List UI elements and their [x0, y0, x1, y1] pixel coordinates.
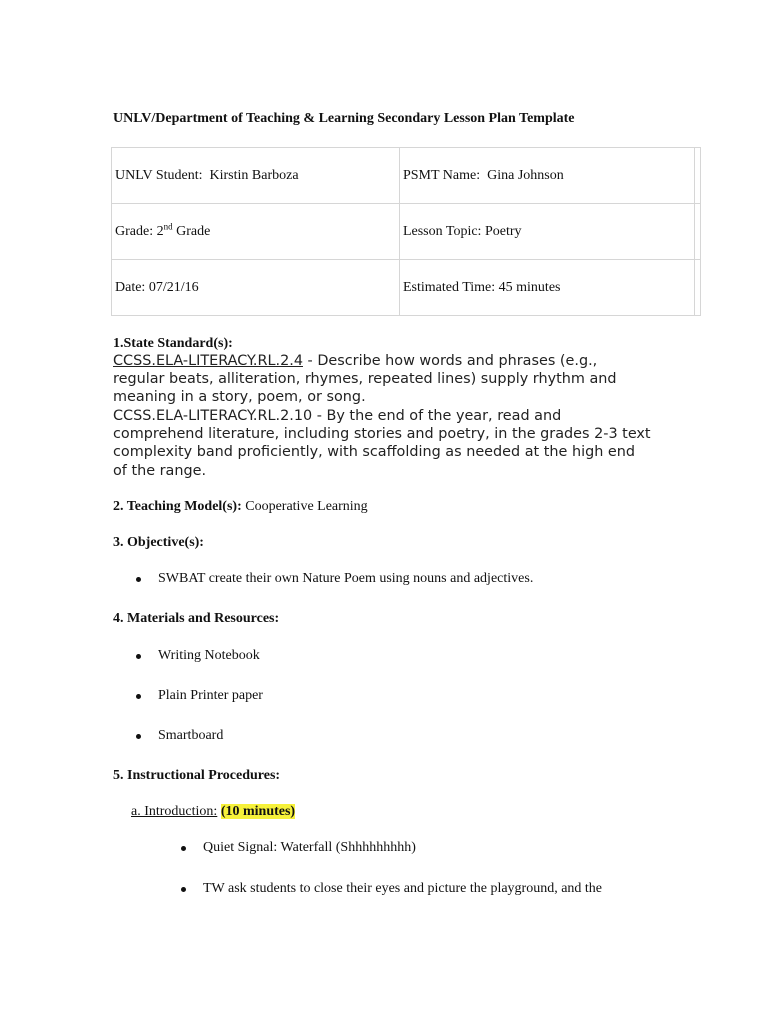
student-label: UNLV Student:: [115, 167, 203, 183]
list-item: Writing Notebook: [158, 648, 260, 663]
empty-cell: [694, 148, 700, 204]
grade-label: Grade: 2: [115, 223, 164, 239]
bullet-icon: [181, 887, 186, 892]
standard-2: CCSS.ELA-LITERACY.RL.2.10 - By the end of the year, read and comprehend literature, including stories and poetry, in the grades 2-3 text complexity band proficiently, with scaffolding as needed at the high end of the range.: [113, 408, 651, 479]
standard-1-text: - Describe how words and phrases (e.g., regular beats, alliteration, rhymes, repeated lines) supply rhythm and meaning in a story, poem, or song.: [113, 353, 617, 406]
list-item: SWBAT create their own Nature Poem using nouns and adjectives.: [158, 571, 534, 586]
bullet-icon: [136, 577, 141, 582]
list-item: TW ask students to close their eyes and picture the playground, and the: [203, 881, 603, 896]
empty-cell: [694, 204, 700, 260]
section2-teaching-model: [113, 499, 368, 515]
section3-heading: 3. Objective(s):: [113, 535, 204, 550]
list-item: Plain Printer paper: [158, 688, 263, 703]
table-row: [112, 260, 701, 316]
topic-label: Lesson Topic:: [402, 223, 482, 239]
bullet-icon: [136, 734, 141, 739]
date-value: 07/21/16: [148, 279, 199, 295]
table-row: [112, 148, 701, 204]
bullet-icon: [136, 694, 141, 699]
bullet-icon: [136, 654, 141, 659]
student-cell: [112, 148, 400, 204]
time-cell: [399, 260, 694, 316]
psmt-name: Gina Johnson: [487, 167, 564, 183]
section4-heading: 4. Materials and Resources:: [113, 611, 280, 626]
lesson-info-table: [111, 147, 701, 316]
section5-heading: 5. Instructional Procedures:: [113, 768, 281, 783]
section2-heading: 2. Teaching Model(s):: [113, 499, 242, 514]
empty-cell: [694, 260, 700, 316]
standard-1-code-link[interactable]: CCSS.ELA-LITERACY.RL.2.4: [113, 353, 303, 369]
topic-value: Poetry: [484, 223, 522, 239]
date-cell: [112, 260, 400, 316]
topic-cell: [399, 204, 694, 260]
teaching-model-value: Cooperative Learning: [241, 499, 368, 514]
introduction-time-highlight: (10 minutes): [220, 804, 296, 819]
student-name: Kirstin Barboza: [209, 167, 299, 183]
list-item: Smartboard: [158, 728, 224, 743]
bullet-icon: [181, 846, 186, 851]
time-value: 45 minutes: [498, 279, 561, 295]
psmt-cell: [399, 148, 694, 204]
introduction-label: a. Introduction:: [131, 804, 218, 819]
document-title: UNLV/Department of Teaching & Learning Secondary Lesson Plan Template: [113, 111, 575, 126]
list-item: Quiet Signal: Waterfall (Shhhhhhhhh): [203, 840, 416, 855]
psmt-label: PSMT Name:: [402, 167, 481, 183]
section1-heading: 1.State Standard(s):: [113, 336, 233, 351]
date-label: Date:: [115, 279, 146, 295]
grade-cell: [112, 204, 400, 260]
time-label: Estimated Time:: [402, 279, 496, 295]
standard-1: [113, 352, 653, 407]
introduction-line: [131, 804, 295, 820]
table-row: [112, 204, 701, 260]
grade-superscript: nd: [163, 220, 173, 231]
grade-suffix: Grade: [172, 223, 211, 239]
